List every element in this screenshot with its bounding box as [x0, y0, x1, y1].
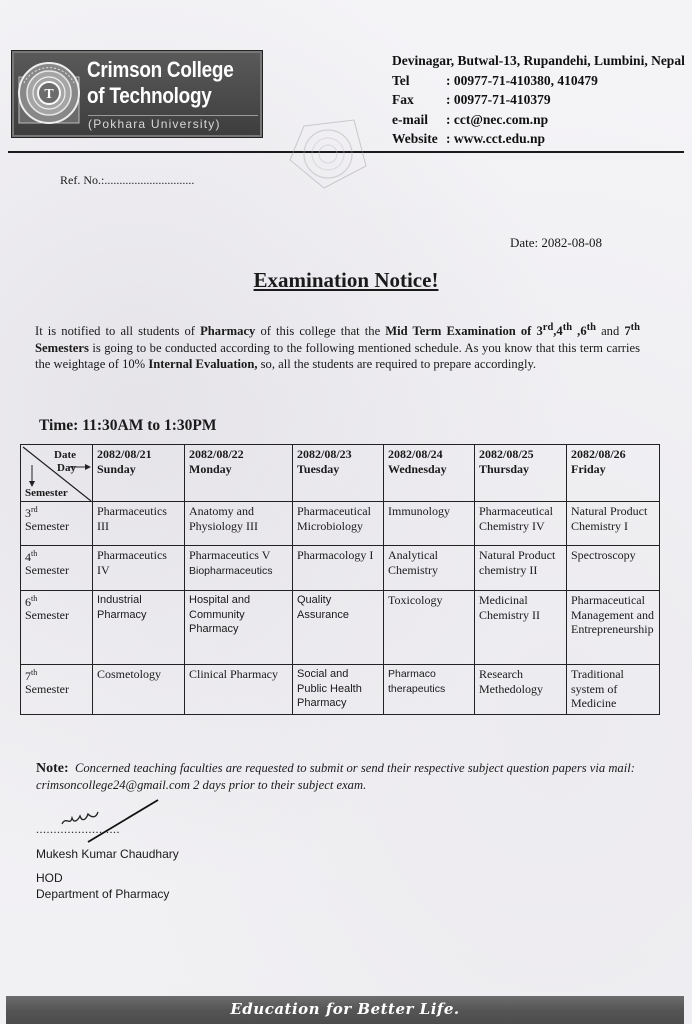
ordinal-suffix: rd	[542, 322, 554, 333]
subject-cell: Pharmaceutics IV	[93, 546, 185, 591]
semester-label: Semester	[25, 563, 69, 577]
subject-cell: Natural Product chemistry II	[475, 546, 567, 591]
day-header-cell	[185, 445, 293, 502]
exam-day: Friday	[571, 461, 606, 476]
contact-email	[392, 110, 685, 130]
day-header-cell	[567, 445, 660, 502]
subject-cell: Clinical Pharmacy	[185, 665, 293, 715]
exam-day: Monday	[189, 461, 232, 476]
semester-cell	[21, 591, 93, 665]
body-text: is going to be conducted according to the following mentioned schedule. As you know that this term carries the weightage of 10%	[35, 340, 640, 372]
subject-cell: Industrial Pharmacy	[93, 591, 185, 665]
notice-body	[35, 320, 640, 373]
exam-day: Thursday	[479, 461, 530, 476]
subject-cell: Research Methedology	[475, 665, 567, 715]
address: Devinagar, Butwal-13, Rupandehi, Lumbini, Nepal	[392, 53, 685, 68]
subject-cell: Pharmaceutical Chemistry IV	[475, 502, 567, 546]
semester-label: Semester	[25, 608, 69, 622]
college-logo	[11, 50, 263, 138]
subject-cell: Pharmaceutical Management and Entrepreneurship	[567, 591, 660, 665]
signature-line: ........................	[36, 822, 120, 836]
subject-cell: Quality Assurance	[293, 591, 384, 665]
signatory-title: HOD	[36, 871, 63, 885]
college-name-line1: Crimson College	[87, 57, 234, 82]
body-bold-text: ,4	[553, 324, 563, 339]
faded-stamp-icon	[284, 116, 368, 190]
semester-cell	[21, 502, 93, 546]
ordinal-number: 7	[25, 669, 31, 683]
subject-subtitle: Biopharmaceutics	[189, 564, 273, 577]
college-name-line2: of Technology	[87, 83, 212, 108]
semester-label: Semester	[25, 682, 69, 696]
semester-ordinal	[25, 548, 88, 563]
notice-date: Date: 2082-08-08	[510, 235, 603, 250]
body-bold: Internal Evaluation,	[148, 357, 258, 372]
table-row-3rd-semester	[21, 502, 660, 546]
ordinal-suffix: th	[562, 322, 573, 333]
svg-text:T: T	[44, 87, 54, 102]
table-header-row	[21, 445, 660, 502]
contact-label: Fax	[392, 92, 414, 107]
signatory-role	[36, 870, 169, 902]
semester-ordinal	[25, 667, 88, 682]
exam-date: 2082/08/25	[479, 447, 534, 461]
exam-date: 2082/08/26	[571, 447, 626, 461]
subject-cell: Anatomy and Physiology III	[185, 502, 293, 546]
subject-cell	[185, 546, 293, 591]
subject-cell: Toxicology	[384, 591, 475, 665]
day-header-cell	[293, 445, 384, 502]
body-bold-text: 7	[624, 324, 631, 339]
body-bold	[385, 324, 596, 338]
body-bold: Pharmacy	[200, 324, 256, 339]
ordinal-number: 3	[25, 506, 31, 520]
ordinal-suffix: th	[31, 594, 38, 603]
exam-schedule-table	[20, 444, 660, 715]
contact-fax	[392, 90, 685, 110]
corner-date-label: Date	[54, 449, 76, 461]
reference-number: Ref. No.:..............................	[60, 173, 195, 187]
contact-value: : www.cct.edu.np	[446, 131, 546, 146]
corner-header-cell	[21, 445, 93, 502]
contact-value: : cct@nec.com.np	[446, 111, 549, 127]
exam-time: Time: 11:30AM to 1:30PM	[39, 417, 217, 434]
day-header-cell	[93, 445, 185, 502]
table-row-6th-semester	[21, 591, 660, 665]
signature-icon	[40, 796, 180, 846]
subject-cell: Cosmetology	[93, 665, 185, 715]
notice-title: Examination Notice!	[253, 268, 439, 292]
ordinal-suffix: th	[31, 668, 38, 677]
body-text: and	[595, 324, 625, 339]
day-header-cell	[475, 445, 567, 502]
subject-cell: Social and Public Health Pharmacy	[293, 665, 384, 715]
exam-date: 2082/08/22	[189, 447, 244, 461]
ordinal-suffix: th	[630, 322, 640, 333]
semester-ordinal	[25, 593, 88, 608]
subject-cell: Pharmaceutics III	[93, 502, 185, 546]
contact-label: Website	[392, 131, 438, 146]
subject-cell: Medicinal Chemistry II	[475, 591, 567, 665]
body-bold-text: Mid Term Examination of 3	[385, 324, 543, 339]
ordinal-suffix: th	[31, 549, 38, 558]
semester-ordinal	[25, 504, 88, 519]
contact-website	[392, 129, 685, 149]
semester-cell	[21, 546, 93, 591]
corner-day-label: Day	[57, 462, 76, 474]
subject-cell: Spectroscopy	[567, 546, 660, 591]
ordinal-suffix: rd	[31, 505, 38, 514]
semester-label: Semester	[25, 519, 69, 533]
subject-cell: Pharmaceutical Microbiology	[293, 502, 384, 546]
ordinal-number: 4	[25, 550, 31, 564]
subject-cell: Traditional system of Medicine	[567, 665, 660, 715]
subject-cell: Hospital and Community Pharmacy	[185, 591, 293, 665]
subject-cell: Analytical Chemistry	[384, 546, 475, 591]
corner-semester-label: Semester	[25, 486, 68, 499]
signatory-department: Department of Pharmacy	[36, 887, 170, 901]
table-row-7th-semester	[21, 665, 660, 715]
exam-day: Wednesday	[388, 461, 447, 476]
exam-date: 2082/08/21	[97, 447, 152, 461]
subject-cell: Pharmacology I	[293, 546, 384, 591]
footer-tagline: Education for Better Life.	[230, 1000, 460, 1018]
ordinal-number: 6	[25, 595, 31, 609]
body-text: of this college that the	[255, 324, 386, 339]
contact-label: Tel	[392, 72, 410, 88]
note-text: Concerned teaching faculties are requested to submit or send their respective subject question papers via mail: crimsoncollege24@gmail.com 2 days prior to their subject exam.	[36, 761, 635, 792]
exam-date: 2082/08/24	[388, 447, 443, 461]
body-bold-text: Semesters	[35, 340, 89, 355]
signatory-name: Mukesh Kumar Chaudhary	[36, 847, 179, 861]
footer-banner	[6, 996, 684, 1024]
university-name: (Pokhara University)	[88, 115, 258, 131]
contact-tel	[392, 71, 685, 91]
contact-value: : 00977-71-410380, 410479	[446, 72, 598, 88]
subject-cell: Pharmaco therapeutics	[384, 665, 475, 715]
day-header-cell	[384, 445, 475, 502]
contact-value: : 00977-71-410379	[446, 92, 551, 107]
note-block	[36, 760, 666, 794]
body-text: so, all the students are required to prepare accordingly.	[257, 357, 537, 372]
exam-day: Tuesday	[297, 461, 340, 476]
note-label: Note:	[36, 761, 69, 776]
exam-date: 2082/08/23	[297, 447, 352, 461]
subject-cell: Natural Product Chemistry I	[567, 502, 660, 546]
college-name	[87, 57, 233, 109]
college-seal-icon	[16, 57, 82, 129]
semester-cell	[21, 665, 93, 715]
ordinal-suffix: th	[586, 322, 596, 333]
contact-label: e-mail	[392, 111, 428, 127]
subject-cell: Immunology	[384, 502, 475, 546]
contact-block	[392, 51, 685, 149]
body-text: It is notified to all students of	[35, 324, 201, 339]
subject-name: Pharmaceutics V	[189, 548, 271, 562]
body-bold-text: ,6	[572, 324, 587, 339]
exam-day: Sunday	[97, 461, 136, 476]
table-row-4th-semester	[21, 546, 660, 591]
